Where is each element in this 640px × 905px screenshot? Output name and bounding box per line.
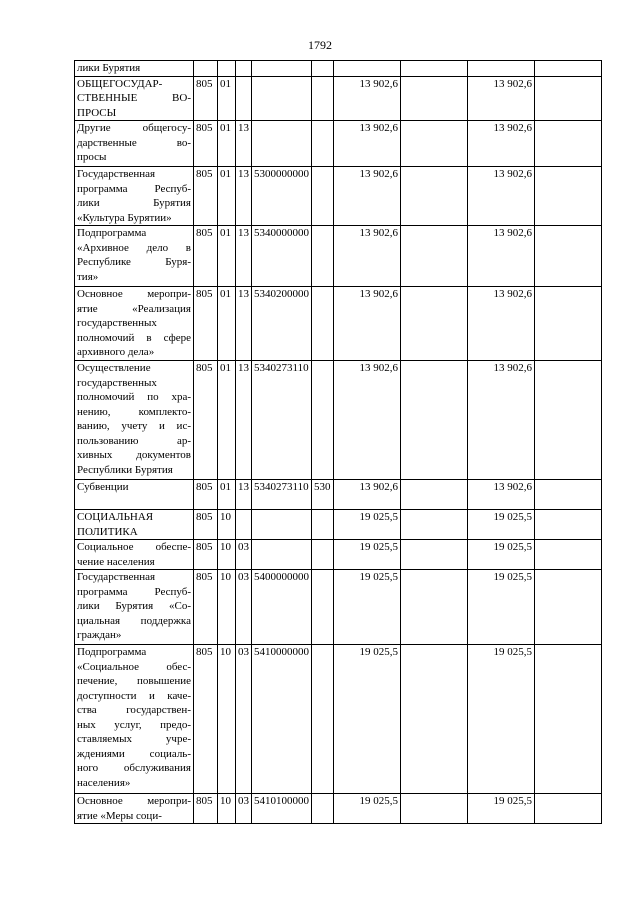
item-name-cell-line: ного обслуживания xyxy=(77,762,191,774)
table-row xyxy=(75,794,602,824)
ved-cell: 805 xyxy=(194,480,218,510)
empty-cell xyxy=(401,540,468,570)
item-name-cell-line: «Социальное обес- xyxy=(77,660,191,673)
pr-cell: 13 xyxy=(236,226,252,287)
empty-cell xyxy=(535,510,602,540)
item-name-cell-line: Социальное обеспе- xyxy=(77,541,191,553)
item-name-cell xyxy=(75,510,194,540)
pr-cell: 03 xyxy=(236,794,252,824)
item-name-cell-line: дарственные во- xyxy=(77,136,191,149)
vr-cell xyxy=(312,361,334,480)
ved-cell: 805 xyxy=(194,361,218,480)
cs-cell-line: 541000 xyxy=(254,646,287,658)
rz-cell: 10 xyxy=(218,540,236,570)
cs-cell xyxy=(252,167,312,226)
cs-cell-line: 0000 xyxy=(287,571,309,583)
table-row xyxy=(75,121,602,167)
empty-cell xyxy=(401,645,468,794)
cs-cell xyxy=(252,61,312,77)
ved-cell: 805 xyxy=(194,76,218,121)
sum-cell: 13 902,6 xyxy=(468,226,535,287)
table-row xyxy=(75,167,602,226)
empty-cell xyxy=(401,76,468,121)
vr-cell xyxy=(312,121,334,167)
pr-cell: 13 xyxy=(236,480,252,510)
item-name-cell-line: СТВЕННЫЕ ВО- xyxy=(77,92,191,104)
cs-cell xyxy=(252,540,312,570)
empty-cell xyxy=(401,510,468,540)
sum-cell: 19 025,5 xyxy=(468,510,535,540)
rz-cell: 10 xyxy=(218,510,236,540)
item-name-cell-line: Основное меропри- xyxy=(77,795,191,807)
item-name-cell xyxy=(75,480,194,510)
rz-cell: 10 xyxy=(218,794,236,824)
item-name-cell-line: государственных xyxy=(77,376,157,389)
item-name-cell-line: программа Респуб- xyxy=(77,585,191,598)
item-name-cell-line: «Культура Бурятии» xyxy=(77,211,172,224)
item-name-cell-line: ятие «Реализация xyxy=(77,302,191,315)
item-name-cell-line: ванию, учету и ис- xyxy=(77,420,191,432)
item-name-cell xyxy=(75,794,194,824)
pr-cell: 03 xyxy=(236,540,252,570)
ved-cell: 805 xyxy=(194,121,218,167)
item-name-cell-line: «Архивное дело в xyxy=(77,241,191,254)
cs-cell-line: 3110 xyxy=(287,362,309,374)
cs-cell-line: 534027 xyxy=(254,481,287,493)
ved-cell: 805 xyxy=(194,540,218,570)
item-name-cell-line: полномочий в сфере xyxy=(77,331,191,344)
ved-cell: 805 xyxy=(194,570,218,645)
empty-cell xyxy=(535,167,602,226)
item-name-cell-line: ждениями социаль- xyxy=(77,747,191,760)
cs-cell xyxy=(252,361,312,480)
vr-cell xyxy=(312,540,334,570)
item-name-cell-line: ных услуг, предо- xyxy=(77,718,191,731)
table-row xyxy=(75,361,602,480)
sum-cell: 13 902,6 xyxy=(468,361,535,480)
item-name-cell-line: ятие «Меры соци- xyxy=(77,809,162,822)
pr-cell: 03 xyxy=(236,645,252,794)
empty-cell xyxy=(401,480,468,510)
cs-cell xyxy=(252,794,312,824)
cs-cell-line: 541010 xyxy=(254,795,287,807)
page-number: 1792 xyxy=(308,38,332,52)
table-row xyxy=(75,645,602,794)
empty-cell xyxy=(535,121,602,167)
item-name-cell-line: Подпрограмма xyxy=(77,227,147,239)
empty-cell xyxy=(401,570,468,645)
vr-cell xyxy=(312,61,334,77)
empty-cell xyxy=(535,480,602,510)
item-name-cell xyxy=(75,287,194,361)
item-name-cell-line: ства государствен- xyxy=(77,704,191,716)
table-row xyxy=(75,540,602,570)
ved-cell: 805 xyxy=(194,226,218,287)
item-name-cell xyxy=(75,167,194,226)
table-body xyxy=(75,61,602,824)
cs-cell xyxy=(252,480,312,510)
rz-cell: 10 xyxy=(218,570,236,645)
item-name-cell-line: СОЦИАЛЬНАЯ xyxy=(77,511,154,523)
empty-cell xyxy=(535,76,602,121)
item-name-cell-line: граждан» xyxy=(77,629,122,641)
vr-cell xyxy=(312,645,334,794)
ved-cell: 805 xyxy=(194,287,218,361)
item-name-cell-line: Республики Бурятия xyxy=(77,463,173,476)
sum-cell: 19 025,5 xyxy=(468,645,535,794)
sum-cell: 13 902,6 xyxy=(468,121,535,167)
item-name-cell xyxy=(75,226,194,287)
item-name-cell-line: Государственная xyxy=(77,168,156,180)
item-name-cell-line: Государственная xyxy=(77,571,156,583)
item-name-cell-line: тия» xyxy=(77,270,99,283)
item-name-cell xyxy=(75,361,194,480)
item-name-cell-line: хивных документов xyxy=(77,449,191,461)
cs-cell xyxy=(252,510,312,540)
pr-cell xyxy=(236,61,252,77)
cs-cell xyxy=(252,645,312,794)
ved-cell: 805 xyxy=(194,167,218,226)
ved-cell: 805 xyxy=(194,645,218,794)
item-name-cell-line: Другие общегосу- xyxy=(77,122,191,134)
empty-cell xyxy=(401,61,468,77)
item-name-cell-line: циальная поддержка xyxy=(77,614,191,627)
item-name-cell-line: Осуществление xyxy=(77,362,151,374)
empty-cell xyxy=(401,121,468,167)
item-name-cell-line: пользованию ар- xyxy=(77,434,191,447)
rz-cell xyxy=(218,61,236,77)
item-name-cell xyxy=(75,540,194,570)
item-name-cell-line: Основное меропри- xyxy=(77,288,191,300)
item-name-cell-line: ОБЩЕГОСУДАР- xyxy=(77,77,163,90)
vr-cell xyxy=(312,570,334,645)
item-name-cell xyxy=(75,570,194,645)
empty-cell xyxy=(401,794,468,824)
cs-cell xyxy=(252,570,312,645)
sum-cell: 19 025,5 xyxy=(334,794,401,824)
empty-cell xyxy=(535,361,602,480)
sum-cell: 13 902,6 xyxy=(334,76,401,121)
item-name-cell xyxy=(75,76,194,121)
ved-cell: 805 xyxy=(194,510,218,540)
empty-cell xyxy=(535,287,602,361)
pr-cell: 13 xyxy=(236,121,252,167)
vr-cell xyxy=(312,510,334,540)
empty-cell xyxy=(535,61,602,77)
item-name-cell-line: Республике Буря- xyxy=(77,256,191,268)
pr-cell: 13 xyxy=(236,167,252,226)
vr-cell xyxy=(312,167,334,226)
sum-cell: 13 902,6 xyxy=(334,167,401,226)
cs-cell xyxy=(252,121,312,167)
item-name-cell-line: ПРОСЫ xyxy=(77,106,117,119)
item-name-cell-line: ставляемых учре- xyxy=(77,733,191,745)
empty-cell xyxy=(401,167,468,226)
sum-cell: 13 902,6 xyxy=(334,480,401,510)
empty-cell xyxy=(535,540,602,570)
item-name-cell-line: ПОЛИТИКА xyxy=(77,525,138,538)
pr-cell xyxy=(236,510,252,540)
rz-cell: 10 xyxy=(218,645,236,794)
cs-cell-line: 0000 xyxy=(287,168,309,180)
empty-cell xyxy=(535,794,602,824)
item-name-cell xyxy=(75,61,194,77)
item-name-cell-line: населения» xyxy=(77,776,131,789)
cs-cell-line: 534027 xyxy=(254,362,287,374)
sum-cell xyxy=(334,61,401,77)
item-name-cell-line: печение, повышение xyxy=(77,675,191,687)
sum-cell: 19 025,5 xyxy=(468,570,535,645)
sum-cell: 19 025,5 xyxy=(468,540,535,570)
table-row xyxy=(75,61,602,77)
sum-cell: 19 025,5 xyxy=(334,645,401,794)
table-row xyxy=(75,480,602,510)
cs-cell-line: 534000 xyxy=(254,227,287,239)
cs-cell-line: 3110 xyxy=(287,481,309,493)
item-name-cell-line: нению, комплекто- xyxy=(77,405,191,418)
cs-cell xyxy=(252,76,312,121)
item-name-cell-line: Субвенции xyxy=(77,481,129,493)
empty-cell xyxy=(535,226,602,287)
empty-cell xyxy=(535,645,602,794)
sum-cell: 19 025,5 xyxy=(334,510,401,540)
sum-cell: 13 902,6 xyxy=(334,226,401,287)
sum-cell: 13 902,6 xyxy=(334,121,401,167)
table-row xyxy=(75,76,602,121)
cs-cell-line: 0000 xyxy=(287,646,309,658)
item-name-cell xyxy=(75,121,194,167)
item-name-cell-line: чение населения xyxy=(77,555,155,568)
empty-cell xyxy=(401,287,468,361)
rz-cell: 01 xyxy=(218,287,236,361)
item-name-cell-line: программа Респуб- xyxy=(77,182,191,195)
item-name-cell-line: лики Бурятия xyxy=(77,62,141,74)
item-name-cell-line: государственных xyxy=(77,317,157,329)
sum-cell: 13 902,6 xyxy=(468,76,535,121)
budget-table xyxy=(74,60,602,824)
cs-cell-line: 0000 xyxy=(287,795,309,807)
table-row xyxy=(75,287,602,361)
cs-cell-line: 0000 xyxy=(287,227,309,239)
rz-cell: 01 xyxy=(218,480,236,510)
sum-cell: 13 902,6 xyxy=(468,287,535,361)
rz-cell: 01 xyxy=(218,121,236,167)
table-row xyxy=(75,570,602,645)
item-name-cell-line: Подпрограмма xyxy=(77,646,147,658)
vr-cell xyxy=(312,76,334,121)
ved-cell: 805 xyxy=(194,794,218,824)
cs-cell-line: 530000 xyxy=(254,168,287,180)
ved-cell xyxy=(194,61,218,77)
empty-cell xyxy=(401,226,468,287)
item-name-cell-line: лики Бурятия «Со- xyxy=(77,600,191,612)
empty-cell xyxy=(535,570,602,645)
item-name-cell-line: просы xyxy=(77,151,107,163)
cs-cell-line: 540000 xyxy=(254,571,287,583)
cs-cell xyxy=(252,287,312,361)
rz-cell: 01 xyxy=(218,76,236,121)
pr-cell: 13 xyxy=(236,361,252,480)
vr-cell xyxy=(312,226,334,287)
pr-cell: 03 xyxy=(236,570,252,645)
item-name-cell-line: архивного дела» xyxy=(77,346,155,358)
rz-cell: 01 xyxy=(218,361,236,480)
sum-cell xyxy=(468,61,535,77)
sum-cell: 13 902,6 xyxy=(334,287,401,361)
cs-cell xyxy=(252,226,312,287)
sum-cell: 13 902,6 xyxy=(468,167,535,226)
vr-cell xyxy=(312,287,334,361)
pr-cell: 13 xyxy=(236,287,252,361)
sum-cell: 13 902,6 xyxy=(334,361,401,480)
item-name-cell-line: полномочий по хра- xyxy=(77,391,191,403)
cs-cell-line: 0000 xyxy=(287,288,309,300)
table-row xyxy=(75,226,602,287)
sum-cell: 13 902,6 xyxy=(468,480,535,510)
sum-cell: 19 025,5 xyxy=(334,540,401,570)
item-name-cell xyxy=(75,645,194,794)
table-row xyxy=(75,510,602,540)
vr-cell xyxy=(312,794,334,824)
vr-cell: 530 xyxy=(312,480,334,510)
rz-cell: 01 xyxy=(218,226,236,287)
sum-cell: 19 025,5 xyxy=(468,794,535,824)
sum-cell: 19 025,5 xyxy=(334,570,401,645)
rz-cell: 01 xyxy=(218,167,236,226)
pr-cell xyxy=(236,76,252,121)
item-name-cell-line: доступности и каче- xyxy=(77,689,191,702)
empty-cell xyxy=(401,361,468,480)
cs-cell-line: 534020 xyxy=(254,288,287,300)
item-name-cell-line: лики Бурятия xyxy=(77,197,191,209)
